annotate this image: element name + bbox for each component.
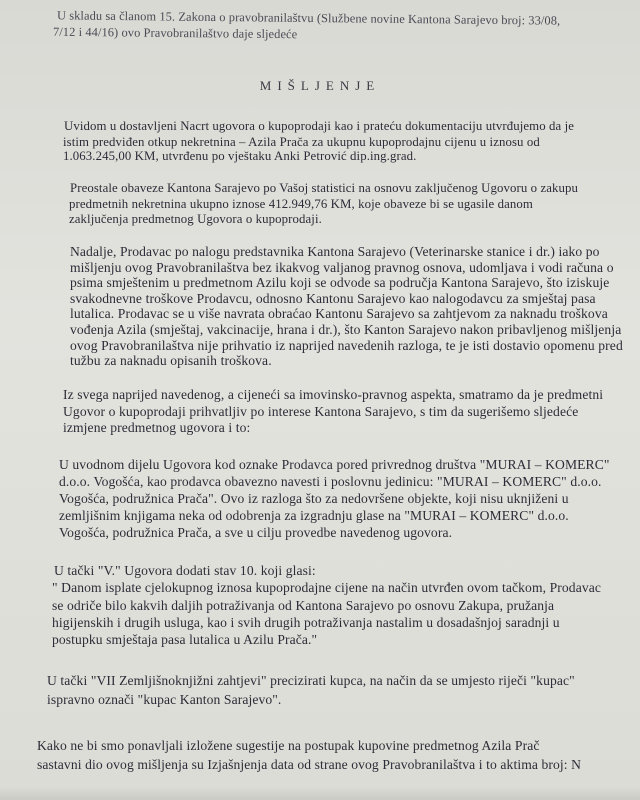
paragraph-line: Iz svega naprijed navedenog, a cijeneći sa imovinsko-pravnog aspekta, smatramo da je predmetni xyxy=(63,387,604,402)
paragraph-line: tužbu za naknadu opisanih troškova. xyxy=(70,353,272,368)
paragraph-line: psima smještenim u predmetnom Azilu koji se odvode sa područja Kantona Sarajevo, što iziskuje xyxy=(70,275,610,290)
paragraph-line: sastavni dio ovog mišljenja su Izjašnjenja data od strane ovog Pravobranilaštva i to aktima broj: N xyxy=(37,757,582,772)
paragraph-line: U uvodnom dijelu Ugovora kod oznake Prodavca pored privrednog društva "MURAI – KOMERC" xyxy=(59,457,610,472)
paragraph-line: Kako ne bi smo ponavljali izložene sugestije na postupak kupovine predmetnog Azila Prač xyxy=(37,738,540,753)
paragraph-line: Preostale obaveze Kantona Sarajevo po Vašoj statistici na osnovu zaključenog Ugovoru o zakupu xyxy=(70,181,579,195)
paragraph-line: Uvidom u dostavljeni Nacrt ugovora o kupoprodaji kao i prateću dokumentaciju utvrđujemo da je xyxy=(64,119,575,133)
paragraph-line: istim predviđen otkup nekretnina – Azila Prača za ukupnu kupoprodajnu cijenu u iznosu od xyxy=(63,135,540,149)
paragraph-line: postupku smještaja pasa lutalica u Azilu Prača." xyxy=(52,632,318,647)
paragraph-line: predmetnih nekretnina ukupno iznose 412.949,76 KM, koje obaveze bi se ugasile danom xyxy=(69,197,533,211)
paragraph-line: " Danom isplate cjelokupnog iznosa kupoprodajne cijene na način utvrđen ovom tačkom, Prodavac xyxy=(52,580,602,595)
page-bottom-shadow xyxy=(0,786,640,800)
paragraph-line: zaključenja predmetnog Ugovora o kupoprodaji. xyxy=(69,212,322,226)
paragraph-line: izmjene predmetnog ugovora i to: xyxy=(63,420,251,435)
paragraph-line: se odriče bilo kakvih daljih potraživanja od Kantona Sarajevo po osnovu Zakupa, pružanja xyxy=(52,598,555,613)
paragraph-line: Ugovor o kupoprodaji prihvatljiv po interese Kantona Sarajevo, s tim da sugerišemo sljedeće xyxy=(63,404,579,419)
paragraph-line: Nadalje, Prodavac po nalogu predstavnika Kantona Sarajevo (Veterinarske stanice i dr.) iako po xyxy=(70,244,600,259)
intro-line: 7/12 i 44/16) ovo Pravobranilaštvo daje sljedeće xyxy=(52,24,298,42)
paragraph-line: d.o.o. Vogošća, kao prodavca obavezno navesti i poslovnu jedinicu: "MURAI – KOMERC" d.o.o. xyxy=(59,474,602,489)
paragraph-line: 1.063.245,00 KM, utvrđenu po vještaku Anki Petrović dip.ing.grad. xyxy=(63,149,417,163)
paragraph-line: higijenskih i drugih usluga, kao i svih drugih potraživanja nastalim u dosadašnjoj saradnji u xyxy=(52,615,560,630)
intro-line: U skladu sa članom 15. Zakona o pravobranilaštvu (Službene novine Kantona Sarajevo broj: 33/08, xyxy=(56,8,561,28)
paragraph-line: lutalica. Prodavac se u više navrata obraćao Kantonu Sarajevo sa zahtjevom za naknadu troškova xyxy=(70,306,608,321)
document-title: MIŠLJENJE xyxy=(259,78,381,93)
paragraph-line: mišljenju ovog Pravobranilaštva bez ikakvog valjanog pravnog osnova, udomljava i vodi računa o xyxy=(70,260,614,275)
paragraph-line: Vogošća, podružnica Prača". Ovo iz razloga što za nedovršene objekte, koji nisu uknjiženi u xyxy=(59,491,569,506)
paragraph-line: svakodnevne troškove Prodavcu, odnosno Kantonu Sarajevo kao nalogodavcu za smještaj pasa xyxy=(70,291,596,306)
paragraph-line: ispravno označi "kupac Kanton Sarajevo". xyxy=(47,692,282,707)
paragraph-line: Vogošća, podružnica Prača, a sve u cilju provedbe navedenog ugovora. xyxy=(59,525,453,540)
paragraph-line: vođenja Azila (smještaj, vakcinacije, hrana i dr.), što Kanton Sarajevo nakon pribavljenog mišljenja xyxy=(70,322,622,337)
paragraph-line: U tački "VII Zemljišnoknjižni zahtjevi" precizirati kupca, na način da se umjesto riječi "kupac" xyxy=(47,673,575,688)
paragraph-line: ovog Pravobranilaštva nije prihvatio iz naprijed navedenih razloga, te je isti dostavio opomenu pred xyxy=(70,338,623,353)
paragraph-line: U tački "V." Ugovora dodati stav 10. koji glasi: xyxy=(54,563,316,578)
paragraph-line: zemljišnim knjigama neka od odobrenja za izgradnju glase na "MURAI – KOMERC" d.o.o. xyxy=(59,508,569,523)
